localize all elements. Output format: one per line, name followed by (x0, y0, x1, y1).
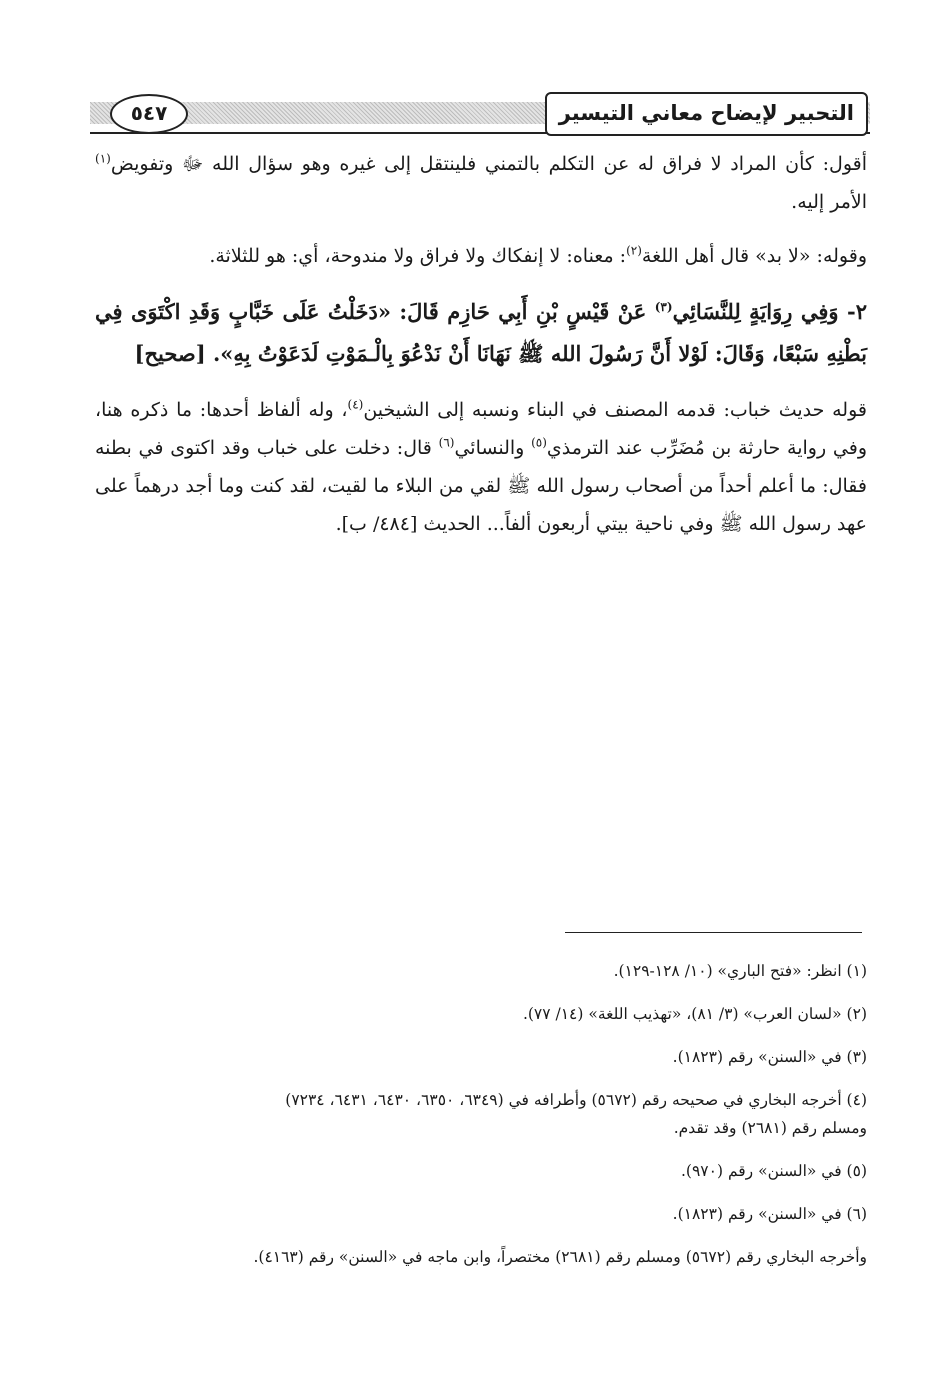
page-number: ٥٤٧ (110, 94, 188, 134)
paragraph-commentary-3: قوله حديث خباب: قدمه المصنف في البناء ونسبه إلى الشيخين$^{(٤)}$، وله ألفاظ أحدها: ما ذكره هنا، وفي رواية حارثة بن مُضَرِّب عند الترمذي$^{(٥)}$ والنسائي$^{(٦)}$ قال: دخلت على خباب وقد اكتوى في بطنه فقال: ما أعلم أحداً من أصحاب رسول الله ﷺ لقي من البلاء ما لقيت، لقد كنت وما أجد درهماً على عهد رسول الله ﷺ وفي ناحية بيتي أربعون ألفاً... الحديث [٤٨٤/ ب]. (95, 397, 867, 535)
footnote-1: (١) انظر: «فتح الباري» (١٠/ ١٢٨-١٢٩). (613, 962, 867, 980)
footnote-6-addendum: وأخرجه البخاري رقم (٥٦٧٢) ومسلم رقم (٢٦٨١) مختصراً، وابن ماجه في «السنن» رقم (٤١٦٣). (253, 1248, 867, 1266)
footnote-2: (٢) «لسان العرب» (٣/ ٨١)، «تهذيب اللغة» (١٤/ ٧٧). (522, 1005, 867, 1023)
footnote-ref-3: (٣) (654, 300, 673, 314)
paragraph-commentary-1: أقول: كأن المراد لا فراق له عن التكلم بالتمني فلينتقل إلى غيره وهو سؤال الله ﷻ وتفويض$^{(١)}$ الأمر إليه. (95, 151, 867, 213)
book-title: التحبير لإيضاح معاني التيسير (545, 92, 868, 136)
footnote-5: (٥) في «السنن» رقم (٩٧٠). (681, 1162, 867, 1180)
footnote-ref-4: (٤) (347, 397, 364, 412)
footnote-4-continued: ومسلم رقم (٢٦٨١) وقد تقدم. (673, 1119, 867, 1137)
footnote-3: (٣) في «السنن» رقم (١٨٢٣). (672, 1048, 867, 1066)
footnotes (95, 960, 867, 1289)
main-text (95, 145, 867, 559)
running-header (90, 86, 870, 142)
paragraph-commentary-2: وقوله: «لا بد» قال أهل اللغة$^{(٢)}$: معناه: لا إنفكاك ولا فراق ولا مندوحة، أي: هو للثلاثة. (209, 243, 867, 267)
footnote-6: (٦) في «السنن» رقم (١٨٢٣). (672, 1205, 867, 1223)
footnote-ref-1: (١) (95, 151, 111, 166)
footnote-ref-5: (٥) (531, 435, 547, 450)
footnote-4: (٤) أخرجه البخاري في صحيحه رقم (٥٦٧٢) وأطرافه في (٦٣٤٩، ٦٣٥٠، ٦٤٣٠، ٦٤٣١، ٧٢٣٤) (285, 1091, 867, 1109)
footnote-ref-6: (٦) (438, 435, 455, 450)
footnote-ref-2: (٢) (626, 243, 642, 258)
hadith-grade: [صحيح] (134, 341, 206, 366)
hadith-text: ٢- وَفِي رِوَايَةٍ لِلنَّسَائِي$^{(٣)}$ عَنْ قَيْسٍ بْنِ أَبِي حَازِم قَالَ: «دَخَلْتُ عَلَى خَبَّابٍ وَقَدِ اكْتَوَى فِي بَطْنِهِ سَبْعًا، وَقَالَ: لَوْلا أَنَّ رَسُولَ الله ﷺ نَهَانَا أَنْ نَدْعُوَ بِالْـمَوْتِ لَدَعَوْتُ بِهِ». [صحيح] (95, 299, 867, 366)
footnote-separator (565, 932, 862, 933)
